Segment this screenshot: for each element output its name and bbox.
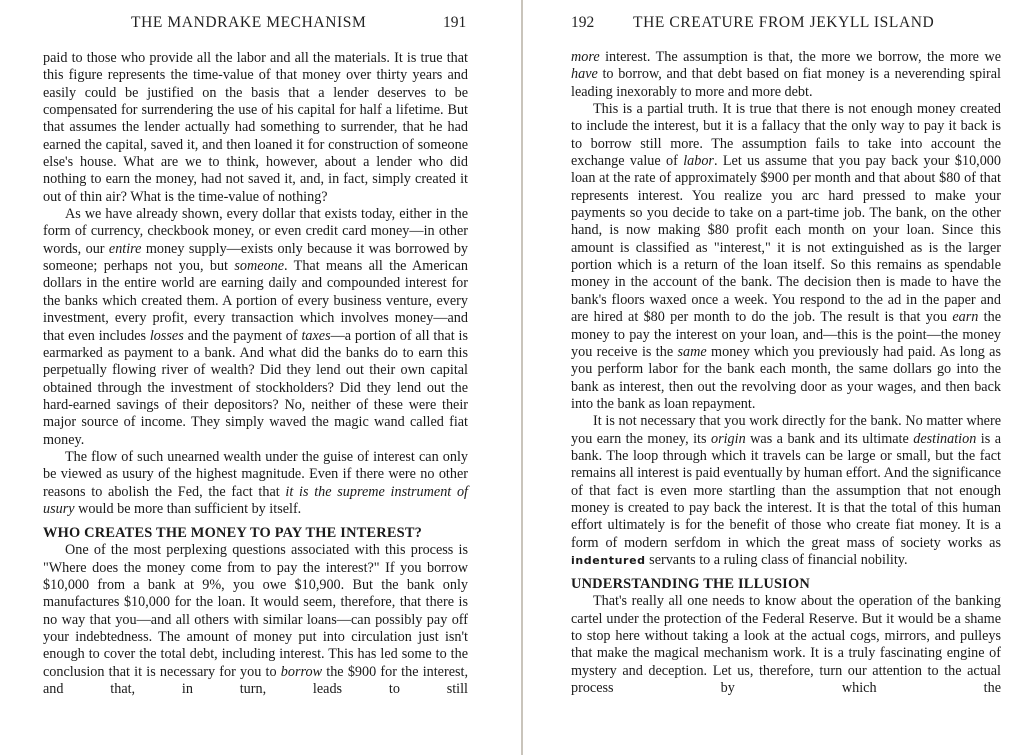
left-body-text (43, 50, 468, 698)
paragraph: The flow of such unearned wealth under the guise of interest can only be viewed as usury of the highest magnitude. Even if there were no other reasons to abolish the Fed, the fact that it is the supreme instrument of usury would be more than sufficient by itself. (43, 448, 468, 517)
right-page-number: 192 (571, 14, 595, 31)
paragraph: paid to those who provide all the labor and all the materials. It is true that this figure represents the time-value of that money over thirty years and easily could be justified on the basis that a lender deserves to be compensated for surrendering the use of his capital for half a lifetime. But that assumes the lender actually had something to surrender, that he had earned the capital, saved it, and then loaned it for construction of someone else's house. What are we to think, however, about a lender who did nothing to earn the money, had not saved it, and, in fact, simply created it out of thin air? What is the time-value of nothing? (43, 50, 468, 205)
section-heading: UNDERSTANDING THE ILLUSION (571, 576, 810, 593)
left-page-number: 191 (443, 14, 467, 31)
right-body-text (571, 49, 1001, 697)
left-running-title: THE MANDRAKE MECHANISM (131, 14, 367, 31)
left-page (43, 0, 468, 755)
paragraph: One of the most perplexing questions associated with this process is "Where does the money come from to pay the interest?" If you borrow $10,000 from a bank at 9%, you owe $10,900. But the bank only manufactures $10,000 for the loan. It would seem, therefore, that there is no way that you—and all others with similar loans—can possibly pay off your indebtedness. The amount of money put into circulation just isn't enough to cover the total debt, including interest. This has led some to the conclusion that it is necessary for you to borrow the $900 for the interest, and that, in turn, leads to still (43, 542, 469, 698)
paragraph: That's really all one needs to know about the operation of the banking cartel under the protection of the Federal Reserve. But it would be a shame to stop here without taking a look at the actual cogs, mirrors, and pulleys that make the magical mechanism work. It is a truly fascinating engine of mystery and deception. Let us, therefore, turn our attention to the actual process by which the (571, 593, 1001, 697)
paragraph: As we have already shown, every dollar that exists today, either in the form of currency, checkbook money, or even credit card money—in other words, our entire money supply—exists only because it was borrowed by someone; perhaps not you, but someone. That means all the American dollars in the entire world are earning daily and compounded interest for the banks which created them. A portion of every business venture, every investment, every profit, every transaction which involves money—and that even includes losses and the payment of taxes—a portion of all that is earmarked as payment to a bank. And what did the banks do to earn this perpetually flowing river of wealth? Did they lend out their own capital obtained through the investment of stockholders? Did they lend out the hard-earned savings of their depositors? No, neither of these were their major source of income. They simply waved the magic wand called fiat money. (43, 206, 469, 448)
right-running-title: THE CREATURE FROM JEKYLL ISLAND (633, 14, 935, 31)
paragraph: This is a partial truth. It is true that there is not enough money created to include the interest, but it is a fallacy that the only way to pay it back is to borrow still more. The assumption fails to take into account the exchange value of labor. Let us assume that you pay back your $10,000 loan at the rate of approximately $900 per month and that about $80 of that represents interest. You realize you arc hard pressed to make your payments so you decide to take on a part-time job. The bank, on the other hand, is now making $80 profit each month on your loan. Since this amount is classified as "interest," it is not extinguished as is the larger portion which is a return of the loan itself. So this remains as spendable money in the account of the bank. The decision then is made to have the bank's floors waxed once a week. You respond to the ad in the paper and are hired at $80 per month to do the job. The result is that you earn the money to pay the interest on your loan, and—this is the point—the money you receive is the same money which you previously had paid. As long as you perform labor for the bank each month, the same dollars go into the bank as interest, then out the revolving door as your wages, and then back into the bank as loan repayment. (571, 101, 1001, 412)
right-page (571, 0, 1001, 755)
section-heading: WHO CREATES THE MONEY TO PAY THE INTEREST? (43, 525, 423, 542)
paragraph: more interest. The assumption is that, the more we borrow, the more we have to borrow, and that debt based on fiat money is a neverending spiral leading inexorably to more and more debt. (571, 49, 1001, 100)
paragraph: It is not necessary that you work directly for the bank. No matter where you earn the money, its origin was a bank and its ultimate destination is a bank. The loop through which it travels can be large or small, but the fact remains all interest is paid eventually by human effort. And the significance of that fact is even more startling than the assumption that not enough money is created to pay back the interest. It is that the total of this human effort ultimately is for the benefit of those who create fiat money. It is a form of modern serfdom in which the great mass of society works as indentured servants to a ruling class of financial nobility. (571, 413, 1001, 568)
page-gutter-divider (521, 0, 523, 755)
